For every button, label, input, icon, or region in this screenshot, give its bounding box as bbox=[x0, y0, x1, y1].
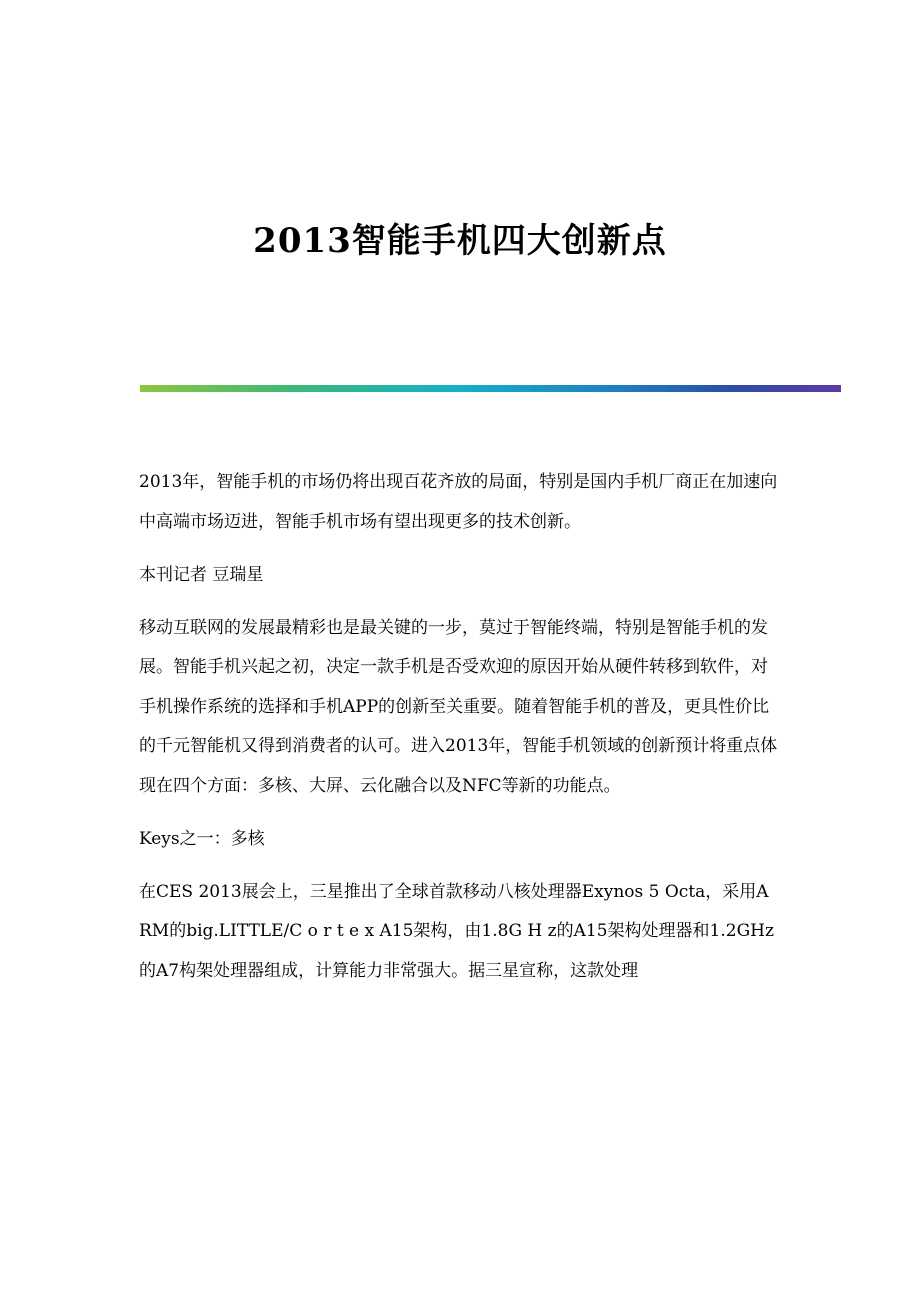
section-heading: Keys之一：多核 bbox=[139, 828, 265, 849]
title-divider bbox=[140, 385, 841, 392]
document-title: 2013智能手机四大创新点 bbox=[253, 221, 667, 261]
document-body bbox=[139, 463, 779, 1005]
body-paragraph: 在CES 2013展会上，三星推出了全球首款移动八核处理器Exynos 5 Octa，采用ARM的big.LITTLE/C o r t e x A15架构，由1.8G H z的A15架构处理器和1.2GHz的A7构架处理器组成，计算能力非常强大。据三星宣称，这款处理 bbox=[139, 881, 774, 981]
body-paragraph: 移动互联网的发展最精彩也是最关键的一步，莫过于智能终端，特别是智能手机的发展。智能手机兴起之初，决定一款手机是否受欢迎的原因开始从硬件转移到软件，对手机操作系统的选择和手机APP的创新至关重要。随着智能手机的普及，更具性价比的千元智能机又得到消费者的认可。进入2013年，智能手机领域的创新预计将重点体现在四个方面：多核、大屏、云化融合以及NFC等新的功能点。 bbox=[139, 617, 778, 796]
author-line: 本刊记者 豆瑞星 bbox=[139, 564, 264, 585]
intro-paragraph: 2013年，智能手机的市场仍将出现百花齐放的局面，特别是国内手机厂商正在加速向中高端市场迈进，智能手机市场有望出现更多的技术创新。 bbox=[139, 472, 778, 532]
